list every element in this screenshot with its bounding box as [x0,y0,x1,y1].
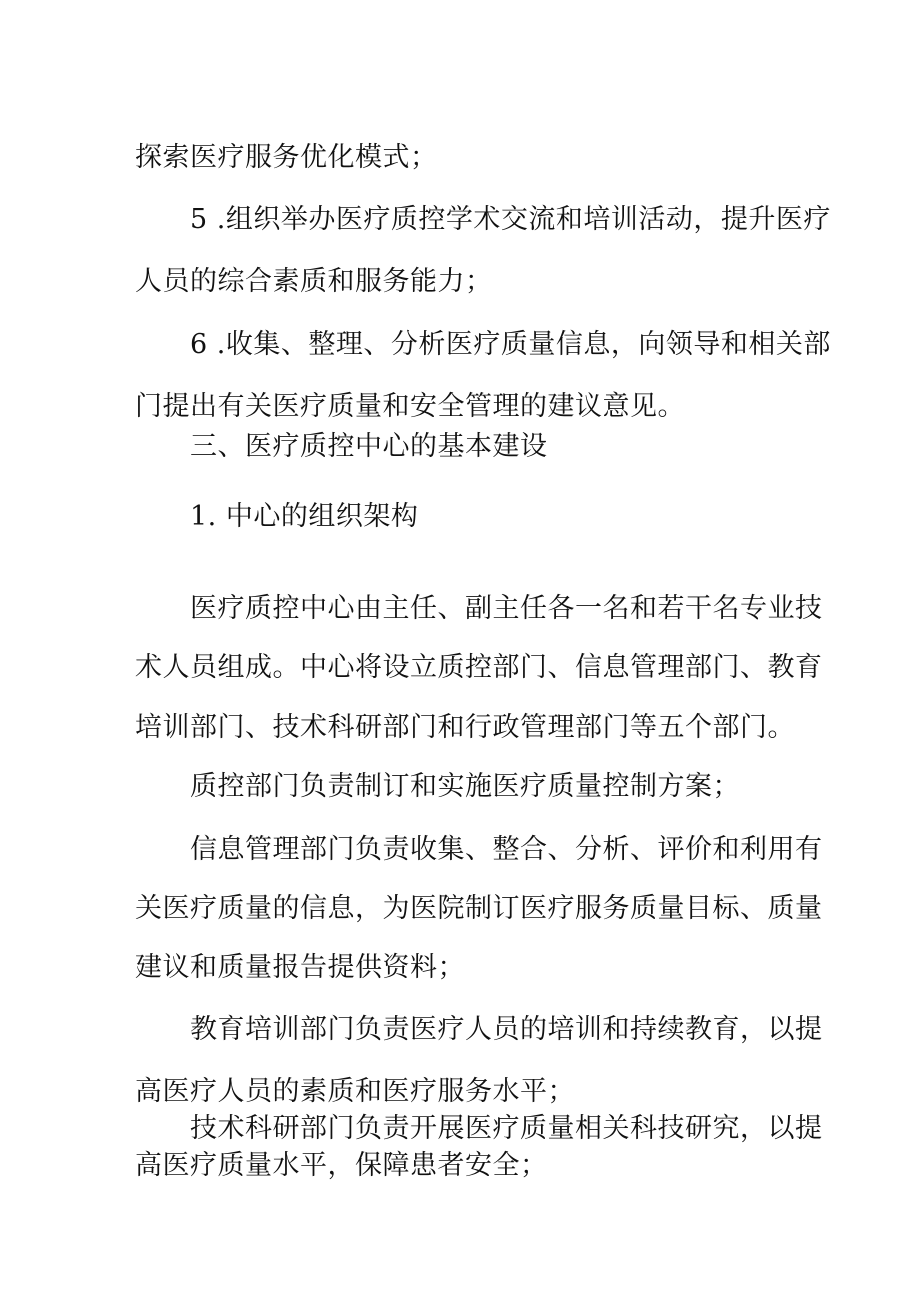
text-line-10: 培训部门、技术科研部门和行政管理部门等五个部门。 [135,712,795,743]
text-line-14: 建议和质量报告提供资料； [135,952,465,983]
section-heading: 三、医疗质控中心的基本建设 [190,431,548,462]
text-line-8: 医疗质控中心由主任、副主任各一名和若干名专业技 [190,593,823,624]
text-line-16: 高医疗人员的素质和医疗服务水平； [135,1076,575,1107]
text-line-4: 6 .收集、整理、分析医疗质量信息，向领导和相关部 [190,329,831,360]
text-line-12: 信息管理部门负责收集、整合、分析、评价和利用有 [190,834,823,865]
text-line-5: 门提出有关医疗质量和安全管理的建议意见。 [135,391,685,422]
subsection-heading: 1. 中心的组织架构 [190,501,419,532]
text-line-1: 探索医疗服务优化模式； [135,142,438,173]
text-line-3: 人员的综合素质和服务能力； [135,266,493,297]
text-line-17: 技术科研部门负责开展医疗质量相关科技研究，以提 [190,1113,823,1144]
text-line-9: 术人员组成。中心将设立质控部门、信息管理部门、教育 [135,652,823,683]
text-line-15: 教育培训部门负责医疗人员的培训和持续教育，以提 [190,1014,823,1045]
text-line-18: 高医疗质量水平，保障患者安全； [135,1150,548,1181]
text-line-11: 质控部门负责制订和实施医疗质量控制方案； [190,771,740,802]
text-line-2: 5 .组织举办医疗质控学术交流和培训活动，提升医疗 [190,204,831,235]
text-line-13: 关医疗质量的信息，为医院制订医疗服务质量目标、质量 [135,893,823,924]
